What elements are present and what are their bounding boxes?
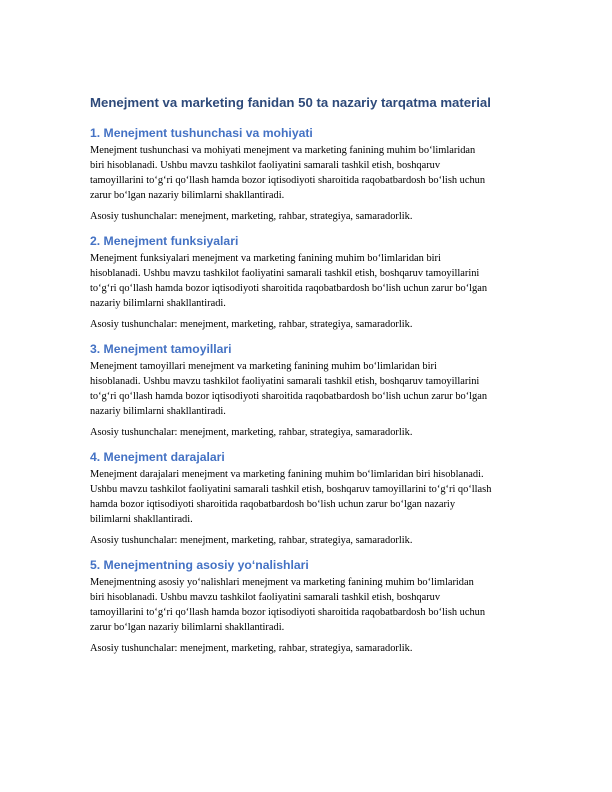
section-2	[90, 233, 530, 332]
section-heading: 1. Menejment tushunchasi va mohiyati	[90, 126, 313, 140]
body-line: hisoblanadi. Ushbu mavzu tashkilot faoliyatini samarali tashkil etish, boshqaruv tamoyillarini	[90, 376, 480, 387]
key-concepts: Asosiy tushunchalar: menejment, marketing, rahbar, strategiya, samaradorlik.	[90, 319, 413, 330]
body-line: Menejmentning asosiy yo‘nalishlari menejment va marketing fanining muhim bo‘limlaridan	[90, 577, 474, 588]
section-1	[90, 125, 530, 224]
section-5	[90, 557, 530, 656]
body-line: to‘g‘ri qo‘llash hamda bozor iqtisodiyoti sharoitida raqobatbardosh bo‘lish uchun zarur bo‘lgan	[90, 283, 488, 294]
key-concepts: Asosiy tushunchalar: menejment, marketing, rahbar, strategiya, samaradorlik.	[90, 427, 413, 438]
body-line: tamoyillarini to‘g‘ri qo‘llash hamda bozor iqtisodiyoti sharoitida raqobatbardosh bo‘lish uchun	[90, 607, 486, 618]
section-heading: 4. Menejment darajalari	[90, 450, 225, 464]
document-title: Menejment va marketing fanidan 50 ta nazariy tarqatma material	[90, 95, 491, 110]
section-3	[90, 341, 530, 440]
section-heading: 5. Menejmentning asosiy yo‘nalishlari	[90, 558, 309, 572]
body-line: Menejment tamoyillari menejment va marketing fanining muhim bo‘limlaridan biri	[90, 361, 437, 372]
body-line: nazariy bilimlarni shakllantiradi.	[90, 298, 226, 309]
section-4	[90, 449, 530, 548]
body-line: Menejment darajalari menejment va marketing fanining muhim bo‘limlaridan biri hisoblanadi.	[90, 469, 484, 480]
key-concepts: Asosiy tushunchalar: menejment, marketing, rahbar, strategiya, samaradorlik.	[90, 643, 413, 654]
key-concepts: Asosiy tushunchalar: menejment, marketing, rahbar, strategiya, samaradorlik.	[90, 535, 413, 546]
body-line: hisoblanadi. Ushbu mavzu tashkilot faoliyatini samarali tashkil etish, boshqaruv tamoyillarini	[90, 268, 480, 279]
body-line: nazariy bilimlarni shakllantiradi.	[90, 406, 226, 417]
body-line: to‘g‘ri qo‘llash hamda bozor iqtisodiyoti sharoitida raqobatbardosh bo‘lish uchun zarur bo‘lgan	[90, 391, 488, 402]
body-line: zarur bo‘lgan nazariy bilimlarni shakllantiradi.	[90, 190, 285, 201]
section-body	[90, 359, 530, 419]
section-body	[90, 467, 530, 527]
document-content	[90, 94, 530, 665]
body-line: tamoyillarini to‘g‘ri qo‘llash hamda bozor iqtisodiyoti sharoitida raqobatbardosh bo‘lish uchun	[90, 175, 486, 186]
body-line: Menejment funksiyalari menejment va marketing fanining muhim bo‘limlaridan biri	[90, 253, 441, 264]
body-line: hamda bozor iqtisodiyoti sharoitida raqobatbardosh bo‘lish uchun zarur bo‘lgan nazariy	[90, 499, 456, 510]
key-concepts: Asosiy tushunchalar: menejment, marketing, rahbar, strategiya, samaradorlik.	[90, 211, 413, 222]
body-line: Menejment tushunchasi va mohiyati menejment va marketing fanining muhim bo‘limlaridan	[90, 145, 476, 156]
section-heading: 2. Menejment funksiyalari	[90, 234, 239, 248]
section-body	[90, 251, 530, 311]
body-line: bilimlarni shakllantiradi.	[90, 514, 193, 525]
section-body	[90, 575, 530, 635]
section-heading: 3. Menejment tamoyillari	[90, 342, 232, 356]
body-line: Ushbu mavzu tashkilot faoliyatini samarali tashkil etish, boshqaruv tamoyillarini to‘g‘ri qo‘llash	[90, 484, 492, 495]
body-line: zarur bo‘lgan nazariy bilimlarni shakllantiradi.	[90, 622, 285, 633]
section-body	[90, 143, 530, 203]
body-line: biri hisoblanadi. Ushbu mavzu tashkilot faoliyatini samarali tashkil etish, boshqaruv	[90, 160, 441, 171]
body-line: biri hisoblanadi. Ushbu mavzu tashkilot faoliyatini samarali tashkil etish, boshqaruv	[90, 592, 441, 603]
